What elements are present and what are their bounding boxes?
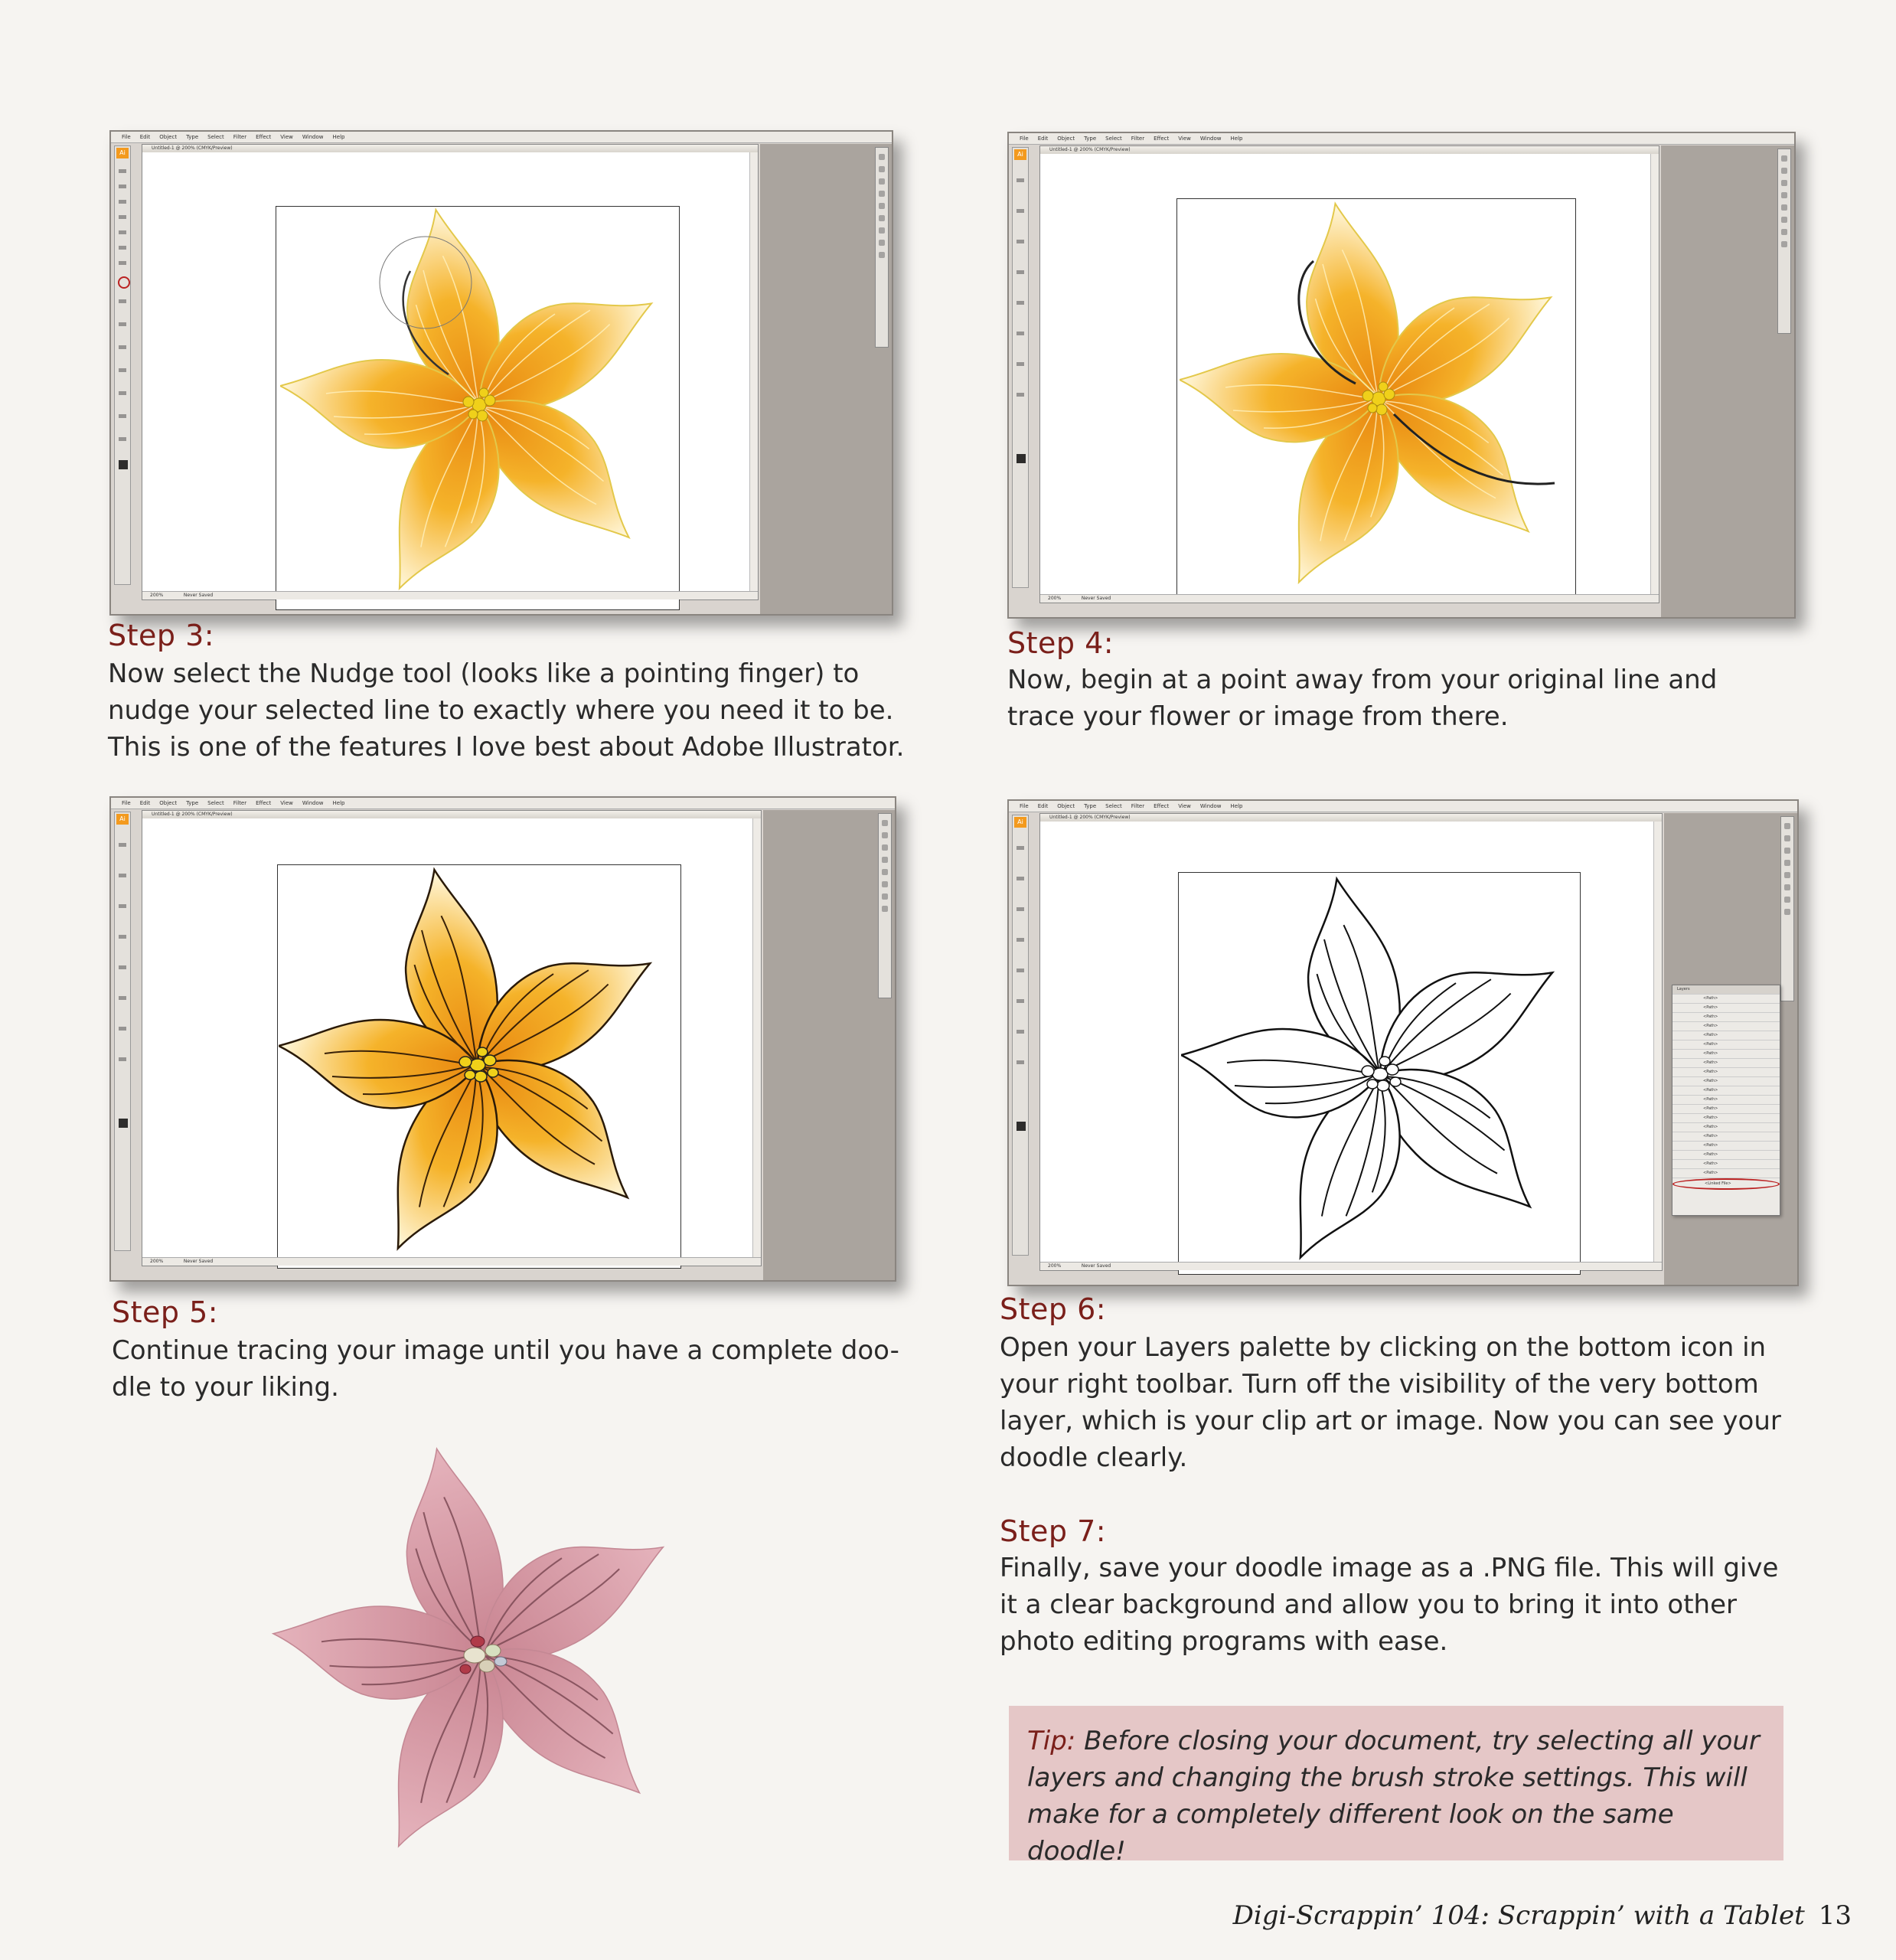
pasteboard-grey [763, 810, 895, 1280]
menu-view[interactable]: View [280, 134, 293, 140]
layer-row[interactable]: <Path> [1672, 1114, 1780, 1123]
hand-tool-icon[interactable] [1017, 1060, 1024, 1064]
layer-row[interactable]: <Path> [1672, 1004, 1780, 1013]
menu-file[interactable]: File [122, 134, 131, 140]
brushes-icon[interactable] [882, 844, 888, 851]
mesh-tool-icon[interactable] [1017, 362, 1024, 366]
menu-view[interactable]: View [1178, 803, 1191, 809]
stroke-icon[interactable] [879, 203, 885, 209]
swatches-icon[interactable] [1781, 168, 1787, 174]
illustrator-logo: Ai [1014, 817, 1026, 828]
vertical-scrollbar[interactable] [1650, 154, 1659, 595]
hand-tool-icon[interactable] [119, 1057, 126, 1061]
menu-type[interactable]: Type [186, 800, 199, 806]
layer-row[interactable]: <Path> [1672, 1068, 1780, 1077]
swatches-icon[interactable] [879, 166, 885, 172]
pen-tool-icon[interactable] [119, 874, 126, 877]
layer-row[interactable]: <Path> [1672, 1031, 1780, 1040]
fill-stroke-icon[interactable] [119, 1119, 128, 1128]
zoom-level[interactable]: 200% [150, 1259, 164, 1264]
menu-select[interactable]: Select [1105, 136, 1122, 142]
menu-edit[interactable]: Edit [1037, 136, 1049, 142]
menu-object[interactable]: Object [159, 134, 178, 140]
menu-filter[interactable]: Filter [233, 800, 247, 806]
zoom-level[interactable]: 200% [1048, 596, 1062, 601]
status-bar [1040, 1262, 1662, 1270]
flower-doodle-outline [1181, 875, 1579, 1273]
save-status: Never Saved [183, 1259, 214, 1264]
layers-icon[interactable] [882, 906, 888, 912]
rotate-tool-icon[interactable] [119, 965, 126, 969]
symbols-icon[interactable] [882, 857, 888, 863]
flower-clipart [280, 206, 678, 604]
right-toolbar [1780, 816, 1794, 1001]
menu-edit[interactable]: Edit [139, 800, 151, 806]
symbols-icon[interactable] [879, 191, 885, 197]
layers-palette-header: Layers [1672, 985, 1780, 995]
layer-row[interactable]: <Path> [1672, 1142, 1780, 1151]
status-bar [142, 591, 758, 599]
document-tab[interactable]: Untitled-1 @ 200% (CMYK/Preview) [142, 811, 761, 818]
layer-row[interactable]: <Path> [1672, 1040, 1780, 1050]
gradient-icon[interactable] [1784, 884, 1790, 890]
selection-tool-icon[interactable] [119, 169, 126, 173]
hand-tool-icon[interactable] [1017, 393, 1024, 397]
document-window [142, 144, 759, 600]
zoom-level[interactable]: 200% [1048, 1263, 1062, 1269]
gradient-icon[interactable] [882, 881, 888, 887]
right-toolbar [1777, 149, 1791, 334]
layer-row[interactable]: <Path> [1672, 1105, 1780, 1114]
transparency-icon[interactable] [1784, 897, 1790, 903]
menu-edit[interactable]: Edit [139, 134, 151, 140]
layer-row[interactable]: <Path> [1672, 1059, 1780, 1068]
brushes-icon[interactable] [879, 178, 885, 185]
pasteboard-grey [760, 144, 892, 614]
transparency-icon[interactable] [882, 893, 888, 900]
menu-file[interactable]: File [122, 800, 131, 806]
menu-type[interactable]: Type [186, 134, 199, 140]
layers-icon[interactable] [1784, 909, 1790, 915]
pen-tool-icon[interactable] [1017, 877, 1024, 880]
document-tab[interactable]: Untitled-1 @ 200% (CMYK/Preview) [1040, 814, 1662, 822]
symbol-tool-icon[interactable] [119, 322, 126, 326]
menu-window[interactable]: Window [302, 800, 324, 806]
color-icon[interactable] [1781, 155, 1787, 162]
step-3-title: Step 3: [108, 619, 215, 652]
menu-effect[interactable]: Effect [256, 800, 272, 806]
menu-type[interactable]: Type [1084, 136, 1097, 142]
layer-row-bottom[interactable]: <Linked File> [1672, 1178, 1780, 1190]
gradient-icon[interactable] [879, 215, 885, 221]
step-4-text: Now, begin at a point away from your original line and trace your flower or image from there. [1007, 665, 1718, 732]
menu-bar [1009, 801, 1797, 812]
brush-tool-icon[interactable] [1017, 938, 1024, 942]
tools-panel [1012, 815, 1029, 1256]
layer-row[interactable]: <Path> [1672, 1013, 1780, 1022]
tip-text: Before closing your document, try selecting all your layers and changing the brush stroke settings. This will make for a completely different look on the same doodle! [1027, 1726, 1760, 1867]
transparency-icon[interactable] [879, 227, 885, 234]
step-7-text: Finally, save your doodle image as a .PNG file. This will give it a clear background and allow you to bring it into other photo editing programs with ease. [1000, 1553, 1779, 1657]
symbol-tool-icon[interactable] [1017, 999, 1024, 1003]
rotate-tool-icon[interactable] [1017, 969, 1024, 972]
selection-tool-icon[interactable] [119, 843, 126, 847]
document-window [1039, 145, 1659, 603]
vertical-scrollbar[interactable] [1653, 822, 1662, 1263]
save-status: Never Saved [183, 593, 214, 598]
step-4-title: Step 4: [1007, 626, 1114, 660]
warp-tool-icon[interactable] [119, 299, 126, 303]
footer-title: Digi-Scrappin’ 104: Scrappin’ with a Tablet [1232, 1900, 1805, 1931]
menu-effect[interactable]: Effect [256, 134, 272, 140]
menu-object[interactable]: Object [1057, 136, 1075, 142]
layer-row[interactable]: <Path> [1672, 1132, 1780, 1142]
zoom-level[interactable]: 200% [150, 593, 164, 598]
illustrator-logo: Ai [116, 814, 129, 825]
stroke-icon[interactable] [1784, 872, 1790, 878]
layer-row[interactable]: <Path> [1672, 995, 1780, 1004]
type-tool-icon[interactable] [1017, 907, 1024, 911]
pencil-tool-icon[interactable] [119, 246, 126, 250]
menu-object[interactable]: Object [1057, 803, 1075, 809]
status-bar [1040, 594, 1659, 603]
step-7-title: Step 7: [1000, 1514, 1107, 1548]
layers-palette[interactable] [1672, 985, 1780, 1216]
selection-tool-icon[interactable] [1017, 178, 1024, 182]
layer-row[interactable]: <Path> [1672, 1151, 1780, 1160]
stroke-icon[interactable] [882, 869, 888, 875]
layers-icon[interactable] [1781, 241, 1787, 247]
flower-traced [279, 866, 677, 1264]
fill-stroke-icon[interactable] [1017, 454, 1026, 463]
right-toolbar [875, 147, 889, 348]
tools-panel [114, 145, 131, 585]
menu-type[interactable]: Type [1084, 803, 1097, 809]
menu-filter[interactable]: Filter [1131, 803, 1145, 809]
tip-text-block [1027, 1723, 1765, 1870]
brushes-icon[interactable] [1784, 848, 1790, 854]
tip-box [1009, 1706, 1783, 1867]
stroke-icon[interactable] [1781, 204, 1787, 211]
gradient-icon[interactable] [1781, 217, 1787, 223]
tools-panel [114, 812, 131, 1251]
rotate-tool-icon[interactable] [1017, 301, 1024, 305]
document-window [1039, 813, 1663, 1271]
type-tool-icon[interactable] [1017, 240, 1024, 243]
layer-row[interactable]: <Path> [1672, 1123, 1780, 1132]
vertical-scrollbar[interactable] [749, 152, 758, 592]
type-tool-icon[interactable] [119, 200, 126, 204]
nudge-tool-icon[interactable] [118, 276, 130, 289]
color-icon[interactable] [879, 154, 885, 160]
menu-bar [111, 132, 892, 143]
page-number: 13 [1818, 1900, 1852, 1931]
vertical-scrollbar[interactable] [752, 818, 761, 1258]
symbols-icon[interactable] [1784, 860, 1790, 866]
fill-stroke-icon[interactable] [119, 460, 128, 469]
document-window [142, 810, 762, 1266]
menu-view[interactable]: View [1178, 136, 1191, 142]
fill-stroke-icon[interactable] [1017, 1122, 1026, 1131]
screenshot-step-6 [1007, 799, 1799, 1286]
menu-effect[interactable]: Effect [1154, 803, 1170, 809]
layer-row[interactable]: <Path> [1672, 1022, 1780, 1031]
layer-row[interactable]: <Path> [1672, 1050, 1780, 1059]
menu-file[interactable]: File [1020, 803, 1029, 809]
mesh-tool-icon[interactable] [119, 1027, 126, 1031]
eyedropper-tool-icon[interactable] [119, 391, 126, 395]
pen-tool-icon[interactable] [1017, 209, 1024, 213]
appearance-icon[interactable] [879, 240, 885, 246]
color-icon[interactable] [882, 820, 888, 826]
swatches-icon[interactable] [882, 832, 888, 838]
screenshot-step-4 [1007, 132, 1796, 619]
step-5-title: Step 5: [112, 1295, 219, 1329]
menu-effect[interactable]: Effect [1154, 136, 1170, 142]
layer-row[interactable]: <Path> [1672, 1077, 1780, 1086]
layers-icon[interactable] [879, 252, 885, 258]
menu-bar [1009, 133, 1794, 145]
line-tool-icon[interactable] [119, 215, 126, 219]
color-icon[interactable] [1784, 823, 1790, 829]
pen-tool-icon[interactable] [119, 185, 126, 188]
mesh-tool-icon[interactable] [119, 368, 126, 372]
step-6-title: Step 6: [1000, 1292, 1107, 1326]
zoom-tool-icon[interactable] [119, 437, 126, 441]
layer-row[interactable]: <Path> [1672, 1096, 1780, 1105]
menu-help[interactable]: Help [1230, 136, 1243, 142]
screenshot-step-3 [109, 130, 893, 616]
menu-object[interactable]: Object [159, 800, 178, 806]
graph-tool-icon[interactable] [119, 345, 126, 349]
type-tool-icon[interactable] [119, 904, 126, 908]
menu-select[interactable]: Select [1105, 803, 1122, 809]
save-status: Never Saved [1081, 596, 1111, 601]
right-toolbar [878, 813, 892, 998]
menu-help[interactable]: Help [332, 800, 345, 806]
rotate-tool-icon[interactable] [119, 261, 126, 265]
menu-filter[interactable]: Filter [233, 134, 247, 140]
tip-label: Tip: [1027, 1726, 1076, 1756]
menu-select[interactable]: Select [207, 800, 224, 806]
pink-flower-result [253, 1439, 712, 1868]
pasteboard-grey [1661, 145, 1794, 617]
symbol-tool-icon[interactable] [119, 996, 126, 1000]
status-bar [142, 1257, 761, 1266]
menu-edit[interactable]: Edit [1037, 803, 1049, 809]
selection-tool-icon[interactable] [1017, 846, 1024, 850]
document-tab[interactable]: Untitled-1 @ 200% (CMYK/Preview) [142, 145, 758, 152]
illustrator-logo: Ai [116, 148, 129, 158]
menu-help[interactable]: Help [332, 134, 345, 140]
screenshot-step-5 [109, 796, 896, 1282]
menu-window[interactable]: Window [1199, 136, 1222, 142]
menu-select[interactable]: Select [207, 134, 224, 140]
step-3-text: Now select the Nudge tool (looks like a pointing finger) to nudge your selected line to exactly where you need it to be. This is one of the features I love best about Adobe Illustrator. [108, 658, 905, 763]
layer-row[interactable]: <Path> [1672, 1086, 1780, 1096]
symbols-icon[interactable] [1781, 192, 1787, 198]
flower-clipart [1180, 200, 1578, 598]
brushes-icon[interactable] [1781, 180, 1787, 186]
swatches-icon[interactable] [1784, 835, 1790, 841]
menu-window[interactable]: Window [1199, 803, 1222, 809]
menu-filter[interactable]: Filter [1131, 136, 1145, 142]
save-status: Never Saved [1081, 1263, 1111, 1269]
step-6-text: Open your Layers palette by clicking on the bottom icon in your right toolbar. Turn off the visibility of the very bottom layer, which is your clip art or image. Now you can see your doodle clearly. [1000, 1332, 1781, 1473]
hand-tool-icon[interactable] [119, 414, 126, 418]
menu-view[interactable]: View [280, 800, 293, 806]
brush-tool-icon[interactable] [1017, 270, 1024, 274]
menu-bar [111, 798, 895, 809]
illustrator-logo: Ai [1014, 149, 1026, 160]
brush-tool-icon[interactable] [119, 935, 126, 939]
layer-row[interactable]: <Path> [1672, 1169, 1780, 1178]
menu-window[interactable]: Window [302, 134, 324, 140]
symbol-tool-icon[interactable] [1017, 332, 1024, 335]
menu-help[interactable]: Help [1230, 803, 1243, 809]
brush-tool-icon[interactable] [119, 230, 126, 234]
layer-row[interactable]: <Path> [1672, 1160, 1780, 1169]
tools-panel [1012, 147, 1029, 588]
step-5-text: Continue tracing your image until you have a complete doo-dle to your liking. [112, 1335, 899, 1403]
mesh-tool-icon[interactable] [1017, 1030, 1024, 1034]
page-footer [1233, 1900, 1852, 1931]
document-tab[interactable]: Untitled-1 @ 200% (CMYK/Preview) [1040, 146, 1659, 154]
menu-file[interactable]: File [1020, 136, 1029, 142]
transparency-icon[interactable] [1781, 229, 1787, 235]
